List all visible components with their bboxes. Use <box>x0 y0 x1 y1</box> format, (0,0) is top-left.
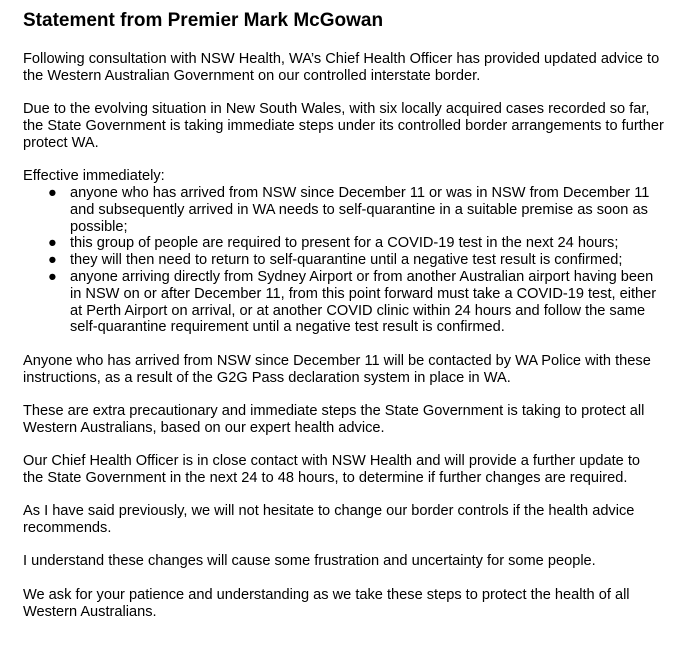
paragraph-frustration: I understand these changes will cause some frustration and uncertainty for some people. <box>23 553 596 570</box>
list-item <box>23 252 664 269</box>
list-item-text: anyone arriving directly from Sydney Airport or from another Australian airport having been in NSW on or after December 11, from this point forward must take a COVID-19 test, either at Perth Airport on arrival, or at another COVID clinic within 24 hours and follow the same self-quarantine requirement until a negative test result is confirmed. <box>70 268 657 336</box>
bullet-icon: ● <box>48 235 57 252</box>
list-item <box>23 269 664 336</box>
paragraph-evolving-situation: Due to the evolving situation in New South Wales, with six locally acquired cases recorded so far, the State Government is taking immediate steps under its controlled border arrangements to further protect WA. <box>23 101 664 151</box>
paragraph-patience: We ask for your patience and understanding as we take these steps to protect the health of all Western Australians. <box>23 586 630 620</box>
paragraph-precautionary-steps: These are extra precautionary and immediate steps the State Government is taking to protect all Western Australians, based on our expert health advice. <box>23 402 645 436</box>
paragraph-wa-police-contact: Anyone who has arrived from NSW since December 11 will be contacted by WA Police with these instructions, as a result of the G2G Pass declaration system in place in WA. <box>23 352 651 386</box>
paragraph-border-controls: As I have said previously, we will not hesitate to change our border controls if the health advice recommends. <box>23 503 635 537</box>
paragraph-chief-health-officer: Our Chief Health Officer is in close contact with NSW Health and will provide a further update to the State Government in the next 24 to 48 hours, to determine if further changes are required. <box>23 453 641 486</box>
list-item-text: this group of people are required to present for a COVID-19 test in the next 24 hours; <box>70 235 619 252</box>
list-item <box>23 185 664 235</box>
measures-list <box>23 185 664 336</box>
bullet-icon: ● <box>48 184 57 201</box>
list-item-text: they will then need to return to self-quarantine until a negative test result is confirmed; <box>70 252 623 269</box>
bullet-icon: ● <box>48 268 57 285</box>
bullet-icon: ● <box>48 252 57 269</box>
effective-immediately-label: Effective immediately: <box>23 168 165 185</box>
list-item-text: anyone who has arrived from NSW since December 11 or was in NSW from December 11 and subsequently arrived in WA needs to self-quarantine in a suitable premise as soon as possible; <box>70 184 650 235</box>
list-item <box>23 235 664 252</box>
statement-title: Statement from Premier Mark McGowan <box>23 10 384 31</box>
paragraph-consultation: Following consultation with NSW Health, WA’s Chief Health Officer has provided updated advice to the Western Australian Government on our controlled interstate border. <box>23 51 660 84</box>
